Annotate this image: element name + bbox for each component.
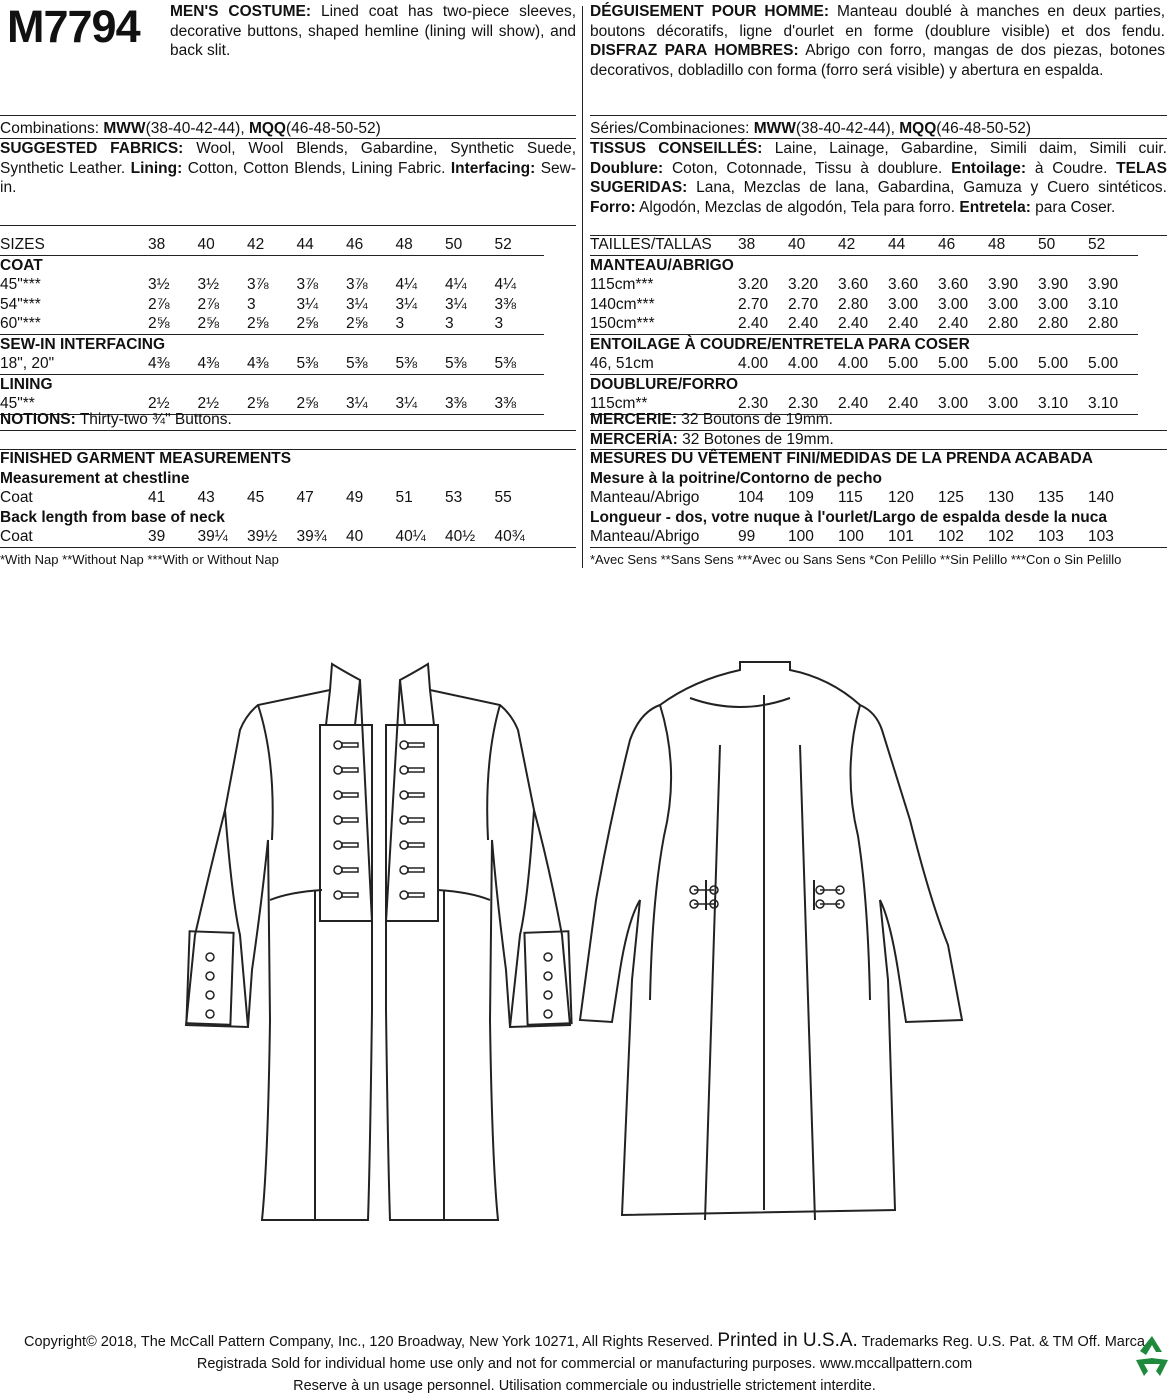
chest-label: Mesure à la poitrine/Contorno de pecho: [590, 469, 882, 487]
coat-button: [334, 816, 342, 824]
buttonhole: [408, 793, 424, 797]
description-text-en: Lined coat has two-piece sleeves, decorative buttons, shaped hemline (lining will show), and back slit.: [170, 3, 577, 59]
mercerie: MERCERIE: 32 Boutons de 19mm.: [590, 411, 833, 428]
coat-button: [334, 891, 342, 899]
measurement-row: Coat 39 39¼ 39½ 39¾ 40 40¼ 40½ 40¾: [0, 528, 525, 545]
coat-button: [400, 891, 408, 899]
combinations-fr: Séries/Combinaciones: MWW(38-40-42-44), MQQ(46-48-50-52): [590, 120, 1032, 137]
coat-button: [334, 841, 342, 849]
table-row: 150cm*** 2.40 2.40 2.40 2.40 2.40 2.80 2.80 2.80: [590, 314, 1138, 334]
buttonhole: [342, 868, 358, 872]
pattern-number: M7794: [7, 1, 140, 52]
buttonhole: [408, 843, 424, 847]
technical-drawings: [0, 600, 1169, 1240]
section-interfacing: SEW-IN INTERFACING: [0, 335, 166, 353]
buttonhole: [342, 793, 358, 797]
coat-button: [400, 841, 408, 849]
fabrics-en: SUGGESTED FABRICS: Wool, Wool Blends, Gabardine, Synthetic Suede, Synthetic Leather. Lining: Cotton, Cotton Blends, Lining Fabric. Interfacing: Sew-in.: [0, 140, 577, 196]
coat-button: [400, 866, 408, 874]
buttonhole: [342, 818, 358, 822]
buttonhole: [342, 743, 358, 747]
buttonhole: [408, 893, 424, 897]
coat-button: [334, 791, 342, 799]
sizes-row: SIZES 38 40 42 44 46 48 50 52: [0, 235, 544, 255]
table-row: 60"*** 2⅝ 2⅝ 2⅝ 2⅝ 2⅝ 3 3 3: [0, 314, 544, 334]
back-length-label: Longueur - dos, votre nuque à l'ourlet/Largo de espalda desde la nuca: [590, 508, 1107, 526]
section-lining: LINING: [0, 375, 53, 393]
coat-front-drawing: [186, 664, 572, 1220]
buttonhole: [342, 768, 358, 772]
section-interfacing: ENTOILAGE À COUDRE/ENTRETELA PARA COSER: [590, 335, 970, 353]
table-row: 115cm** 2.30 2.30 2.40 2.40 3.00 3.00 3.10 3.10: [590, 394, 1138, 414]
measurement-row: Manteau/Abrigo 99 100 100 101 102 102 103 103: [590, 528, 1114, 545]
table-row: 45"*** 3½ 3½ 3⅞ 3⅞ 3⅞ 4¼ 4¼ 4¼: [0, 276, 517, 293]
coat-button: [400, 741, 408, 749]
cuff-button: [544, 1010, 552, 1018]
title-en: MEN'S COSTUME:: [170, 3, 312, 20]
table-row: 45"** 2½ 2½ 2⅝ 2⅝ 3¼ 3¼ 3⅜ 3⅜: [0, 394, 544, 414]
table-row: 46, 51cm 4.00 4.00 4.00 5.00 5.00 5.00 5.00 5.00: [590, 354, 1138, 374]
measurement-row: Manteau/Abrigo 104 109 115 120 125 130 135 140: [590, 489, 1114, 506]
cuff-button: [206, 972, 214, 980]
coat-button: [334, 741, 342, 749]
cuff-button: [206, 953, 214, 961]
table-row: 140cm*** 2.70 2.70 2.80 3.00 3.00 3.00 3.00 3.10: [590, 295, 1119, 313]
cuff-button: [544, 953, 552, 961]
nap-note-en: *With Nap **Without Nap ***With or Without Nap: [0, 552, 279, 567]
footer-line-2: Registrada Sold for individual home use only and not for commercial or manufacturing purposes. www.mccallpattern.com: [196, 1356, 973, 1372]
sizes-row: TAILLES/TALLAS 38 40 42 44 46 48 50 52: [590, 235, 1138, 255]
buttonhole: [408, 743, 424, 747]
column-divider: [582, 6, 583, 568]
cuff-button: [544, 972, 552, 980]
coat-back-drawing: [580, 662, 962, 1220]
notions-en: NOTIONS: Thirty-two ¾" Buttons.: [0, 411, 232, 428]
finished-title: MESURES DU VÊTEMENT FINI/MEDIDAS DE LA PRENDA ACABADA: [590, 450, 1093, 467]
measurement-row: Coat 41 43 45 47 49 51 53 55: [0, 489, 512, 506]
buttonhole: [342, 843, 358, 847]
fabrics-fr-es: TISSUS CONSEILLÉS: Laine, Lainage, Gabardine, Simili daim, Simili cuir. Doublure: Coton, Cotonnade, Tissu à doublure. Entoilage: à Coudre. TELAS SUGERIDAS: Lana, Mezclas de lana, Gabardina, Gamuza y Cuero sintéticos. Forro: Algodón, Mezclas de algodón, Tela para forro. Entretela: para Coser.: [590, 140, 1167, 216]
description-en: [170, 2, 576, 61]
section-lining: DOUBLURE/FORRO: [590, 375, 739, 393]
table-row: 54"*** 2⅞ 2⅞ 3 3¼ 3¼ 3¼ 3¼ 3⅜: [0, 295, 517, 313]
coat-button: [400, 791, 408, 799]
finished-title: FINISHED GARMENT MEASUREMENTS: [0, 450, 292, 467]
combinations-en: Combinations: MWW(38-40-42-44), MQQ(46-48-50-52): [0, 120, 381, 137]
coat-button: [400, 766, 408, 774]
nap-note-fr: *Avec Sens **Sans Sens ***Avec ou Sans Sens *Con Pelillo **Sin Pelillo ***Con o Sin Pelillo: [590, 552, 1122, 567]
description-fr-es: DÉGUISEMENT POUR HOMME: Manteau doublé à manches en deux parties, boutons décoratifs, ligne d'ourlet en forme (doublure visible) et dos fendu. DISFRAZ PARA HOMBRES: Abrigo con forro, mangas de dos piezas, botones decorativos, dobladillo con forma (forro será visible) y abertura en espalda.: [590, 3, 1165, 79]
footer-line-3: Reserve à un usage personnel. Utilisation commerciale ou industrielle strictement interdite.: [293, 1378, 876, 1394]
chest-label: Measurement at chestline: [0, 469, 190, 487]
recycle-icon: [1132, 1334, 1169, 1378]
coat-button: [334, 866, 342, 874]
footer-line-1: Copyright© 2018, The McCall Pattern Company, Inc., 120 Broadway, New York 10271, All Rights Reserved. Printed in U.S.A. Trademarks Reg. U.S. Pat. & TM Off. Marca: [24, 1330, 1145, 1351]
cuff-button: [206, 1010, 214, 1018]
section-coat: MANTEAU/ABRIGO: [590, 256, 734, 274]
buttonhole: [408, 818, 424, 822]
buttonhole: [408, 868, 424, 872]
buttonhole: [342, 893, 358, 897]
table-row: 115cm*** 3.20 3.20 3.60 3.60 3.60 3.90 3.90 3.90: [590, 276, 1119, 293]
cuff-button: [206, 991, 214, 999]
table-row: 18", 20" 4⅜ 4⅜ 4⅜ 5⅜ 5⅜ 5⅜ 5⅜ 5⅜: [0, 354, 544, 374]
cuff-button: [544, 991, 552, 999]
coat-button: [334, 766, 342, 774]
buttonhole: [408, 768, 424, 772]
merceria: MERCERÍA: 32 Botones de 19mm.: [590, 431, 834, 448]
coat-button: [400, 816, 408, 824]
section-coat: COAT: [0, 256, 43, 274]
back-length-label: Back length from base of neck: [0, 508, 225, 526]
